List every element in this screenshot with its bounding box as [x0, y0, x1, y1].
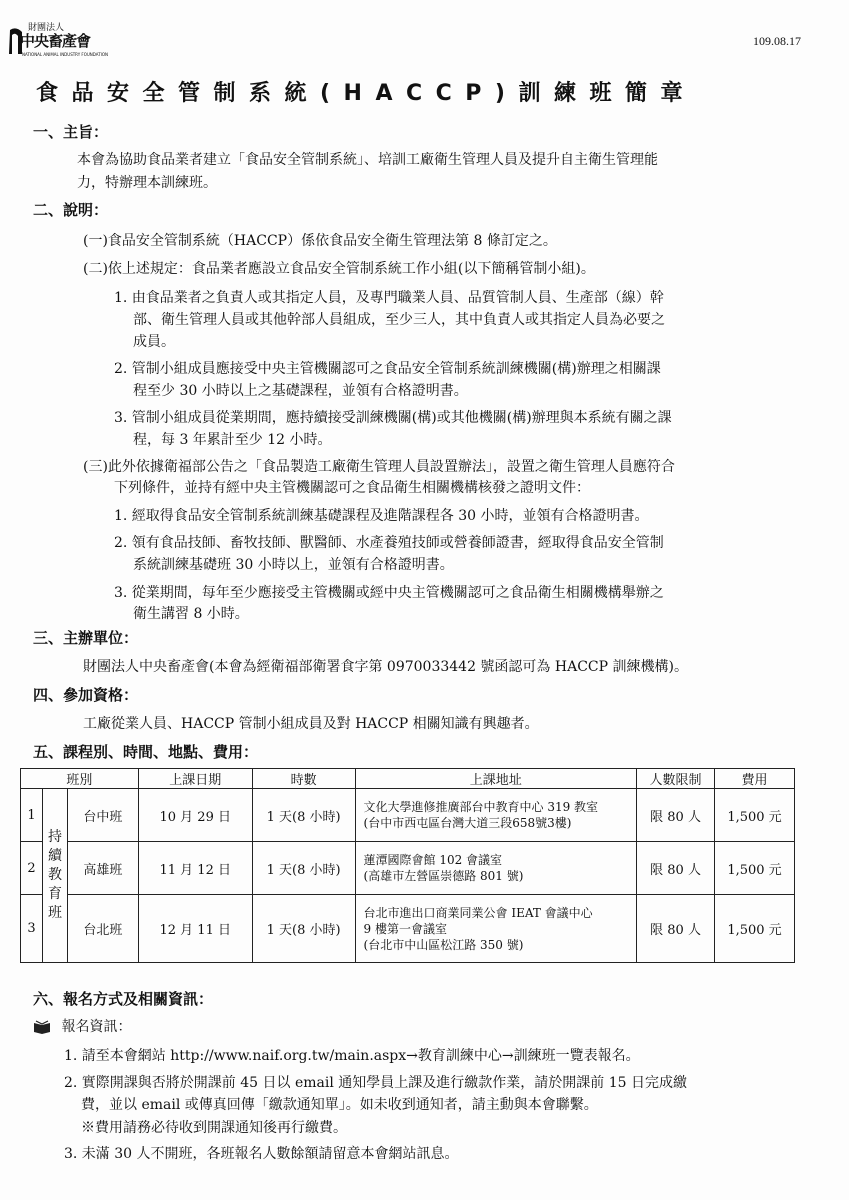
header-limit: 人數限制 [637, 769, 715, 789]
class-address: 台北市進出口商業同業公會 IEAT 會議中心 9 樓第一會議室 (台北市中山區松江路 350 號) [355, 895, 637, 963]
org-name: 中央畜產會 [20, 32, 91, 50]
table-row [21, 842, 795, 895]
section-4-heading: 四、參加資格： [33, 686, 139, 704]
list-item-line: 成員。 [133, 334, 175, 350]
section-1-line: 本會為協助食品業者建立「食品安全管制系統」、培訓工廠衛生管理人員及提升自主衛生管理能 [77, 152, 658, 168]
table-row [21, 789, 795, 842]
page-title: 食品安全管制系統(HACCP)訓練班簡章 [36, 81, 696, 106]
class-limit: 限 80 人 [637, 895, 715, 963]
section-1-line: 力，特辦理本訓練班。 [77, 175, 217, 191]
list-item-line: 1. 請至本會網站 http://www.naif.org.tw/main.aspx→教育訓練中心→訓練班一覽表報名。 [64, 1048, 640, 1064]
section-3-heading: 三、主辦單位： [33, 629, 139, 647]
org-english-name: NATIONAL ANIMAL INDUSTRY FOUNDATION [22, 52, 108, 57]
class-name: 台北班 [67, 895, 138, 963]
book-icon [33, 1020, 51, 1034]
list-item-line: ※費用請務必待收到開課通知後再行繳費。 [81, 1120, 347, 1136]
class-hours: 1 天(8 小時) [252, 789, 355, 842]
section-3-text: 財團法人中央畜產會(本會為經衛福部衛署食字第 0970033442 號函認可為 HACCP 訓練機構)。 [83, 659, 688, 675]
list-item-line: 衛生講習 8 小時。 [133, 606, 249, 622]
class-limit: 限 80 人 [637, 789, 715, 842]
header-hours: 時數 [252, 769, 355, 789]
list-item-line: 2. 實際開課與否將於開課前 45 日以 email 通知學員上課及進行繳款作業，請於開課前 15 日完成繳 [64, 1075, 687, 1091]
section-5-heading: 五、課程別、時間、地點、費用： [33, 743, 259, 761]
org-small-label: 財團法人 [28, 23, 65, 33]
header-fee: 費用 [715, 769, 795, 789]
list-item-line: 3. 管制小組成員從業期間，應持續接受訓練機關(構)或其他機關(構)辦理與本系統有關之課 [114, 410, 672, 426]
section-2-paragraph-2: (二)依上述規定：食品業者應設立食品安全管制系統工作小組(以下簡稱管制小組)。 [83, 261, 595, 277]
table-row [21, 895, 795, 963]
course-table [20, 768, 795, 963]
class-address: 文化大學進修推廣部台中教育中心 319 教室 (台中市西屯區台灣大道三段658號3樓) [355, 789, 637, 842]
class-hours: 1 天(8 小時) [252, 842, 355, 895]
class-date: 10 月 29 日 [138, 789, 252, 842]
class-address: 蓮潭國際會館 102 會議室 (高雄市左營區崇德路 801 號) [355, 842, 637, 895]
section-6-heading: 六、報名方式及相關資訊： [33, 990, 214, 1008]
registration-info [33, 1016, 131, 1036]
section-1-heading: 一、主旨： [33, 123, 109, 141]
section-2-heading: 二、說明： [33, 201, 109, 219]
class-name: 台中班 [67, 789, 138, 842]
list-item-line: 2. 領有食品技師、畜牧技師、獸醫師、水產養殖技師或營養師證書，經取得食品安全管制 [114, 535, 664, 551]
table-header-row [21, 769, 795, 789]
section-2-paragraph-3: 下列條件，並持有經中央主管機關認可之食品衛生相關機構核發之證明文件： [114, 480, 590, 496]
registration-info-label: 報名資訊： [61, 1019, 132, 1035]
header-address: 上課地址 [355, 769, 637, 789]
org-logo [6, 20, 108, 64]
list-item-line: 程至少 30 小時以上之基礎課程，並領有合格證明書。 [133, 383, 468, 399]
class-name: 高雄班 [67, 842, 138, 895]
group-label: 持 續 教 育 班 [42, 789, 67, 963]
class-date: 12 月 11 日 [138, 895, 252, 963]
class-date: 11 月 12 日 [138, 842, 252, 895]
list-item-line: 3. 從業期間，每年至少應接受主管機關或經中央主管機關認可之食品衛生相關機構舉辦之 [114, 585, 664, 601]
list-item-line: 系統訓練基礎班 30 小時以上，並領有合格證明書。 [133, 557, 454, 573]
list-item-line: 3. 未滿 30 人不開班，各班報名人數餘額請留意本會網站訊息。 [64, 1146, 459, 1162]
class-fee: 1,500 元 [715, 789, 795, 842]
class-fee: 1,500 元 [715, 895, 795, 963]
section-4-text: 工廠從業人員、HACCP 管制小組成員及對 HACCP 相關知識有興趣者。 [83, 716, 539, 732]
list-item-line: 1. 由食品業者之負責人或其指定人員，及專門職業人員、品質管制人員、生產部（線）幹 [114, 290, 664, 306]
document-date: 109.08.17 [753, 34, 801, 48]
list-item-line: 部、衛生管理人員或其他幹部人員組成，至少三人，其中負責人或其指定人員為必要之 [133, 312, 665, 328]
header-date: 上課日期 [138, 769, 252, 789]
list-item-line: 費，並以 email 或傳真回傳「繳款通知單」。如未收到通知者，請主動與本會聯繫。 [81, 1097, 598, 1113]
row-number: 2 [21, 842, 43, 895]
list-item-line: 程，每 3 年累計至少 12 小時。 [133, 432, 332, 448]
header-class: 班別 [21, 769, 139, 789]
list-item-line: 1. 經取得食品安全管制系統訓練基礎課程及進階課程各 30 小時，並領有合格證明書。 [114, 508, 649, 524]
class-fee: 1,500 元 [715, 842, 795, 895]
list-item-line: 2. 管制小組成員應接受中央主管機關認可之食品安全管制系統訓練機關(構)辦理之相關課 [114, 361, 661, 377]
section-2-paragraph-3: (三)此外依據衛福部公告之「食品製造工廠衛生管理人員設置辦法」，設置之衛生管理人員應符合 [83, 459, 675, 475]
row-number: 3 [21, 895, 43, 963]
class-hours: 1 天(8 小時) [252, 895, 355, 963]
class-limit: 限 80 人 [637, 842, 715, 895]
row-number: 1 [21, 789, 43, 842]
section-2-paragraph-1: (一)食品安全管制系統（HACCP）係依食品安全衛生管理法第 8 條訂定之。 [83, 233, 557, 249]
